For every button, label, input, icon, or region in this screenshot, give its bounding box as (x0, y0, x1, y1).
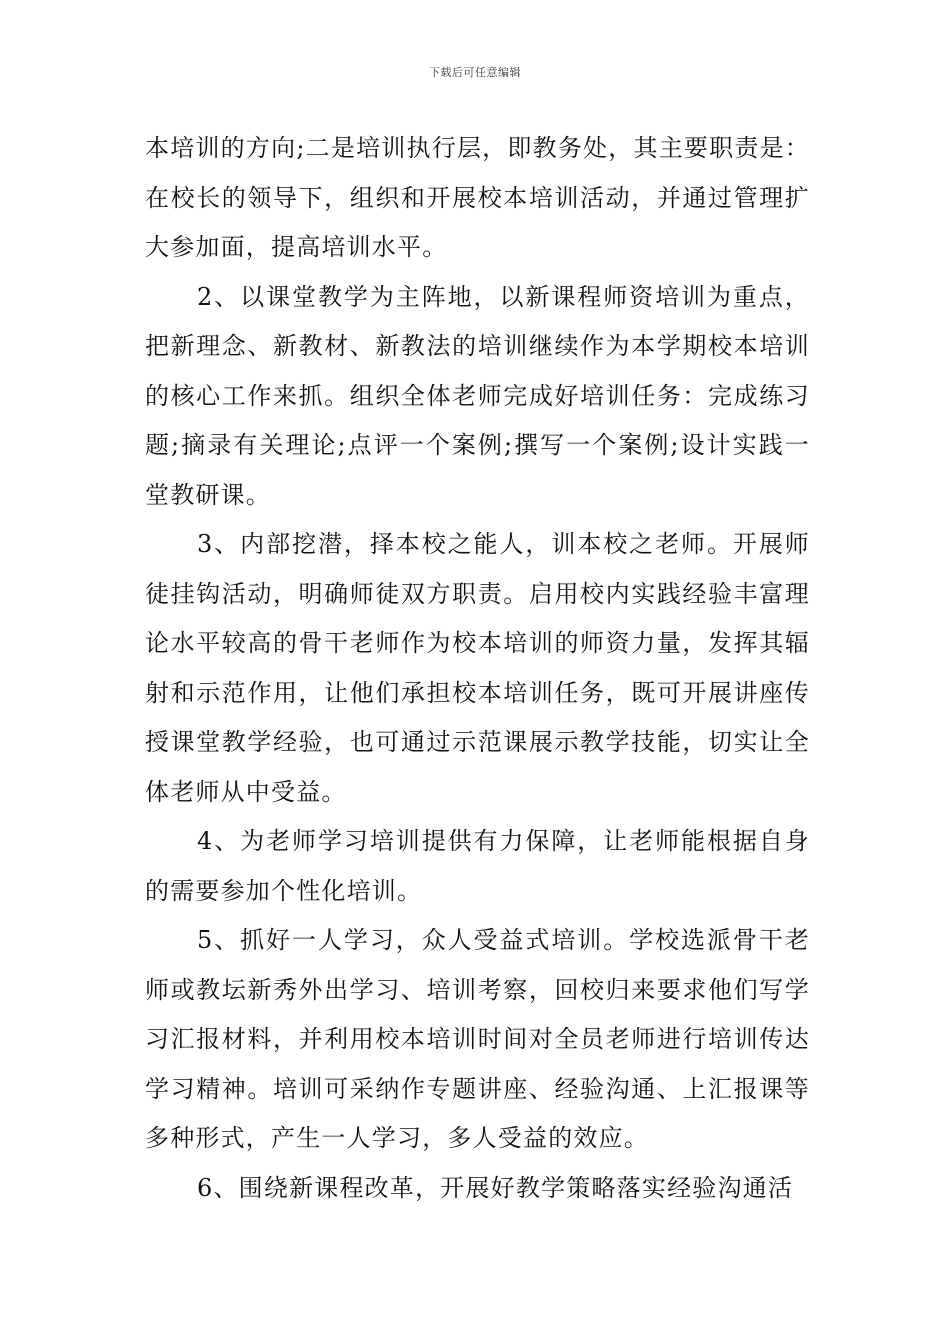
paragraph-item-6: 6、围绕新课程改革，开展好教学策略落实经验沟通活 (197, 1173, 794, 1202)
page-header: 下载后可任意编辑 (429, 66, 521, 79)
body-text (145, 124, 810, 1213)
paragraph-item-5: 5、抓好一人学习，众人受益式培训。学校选派骨干老师或教坛新秀外出学习、培训考察，回校归来要求他们写学习汇报材料，并利用校本培训时间对全员老师进行培训传达学习精神。培训可采纳作专题讲座、经验沟通、上汇报课等多种形式，产生一人学习，多人受益的效应。 (145, 926, 810, 1152)
paragraph-continuation: 本培训的方向;二是培训执行层，即教务处，其主要职责是：在校长的领导下，组织和开展校本培训活动，并通过管理扩大参加面，提高培训水平。 (145, 134, 810, 261)
paragraph-item-4: 4、为老师学习培训提供有力保障，让老师能根据自身的需要参加个性化培训。 (145, 827, 810, 905)
paragraph-item-3: 3、内部挖潜，择本校之能人，训本校之老师。开展师徒挂钩活动，明确师徒双方职责。启用校内实践经验丰富理论水平较高的骨干老师作为校本培训的师资力量，发挥其辐射和示范作用，让他们承担校本培训任务，既可开展讲座传授课堂教学经验，也可通过示范课展示教学技能，切实让全体老师从中受益。 (145, 530, 810, 806)
paragraph-item-2: 2、以课堂教学为主阵地，以新课程师资培训为重点，把新理念、新教材、新教法的培训继续作为本学期校本培训的核心工作来抓。组织全体老师完成好培训任务：完成练习题;摘录有关理论;点评一个案例;撰写一个案例;设计实践一堂教研课。 (145, 282, 810, 509)
